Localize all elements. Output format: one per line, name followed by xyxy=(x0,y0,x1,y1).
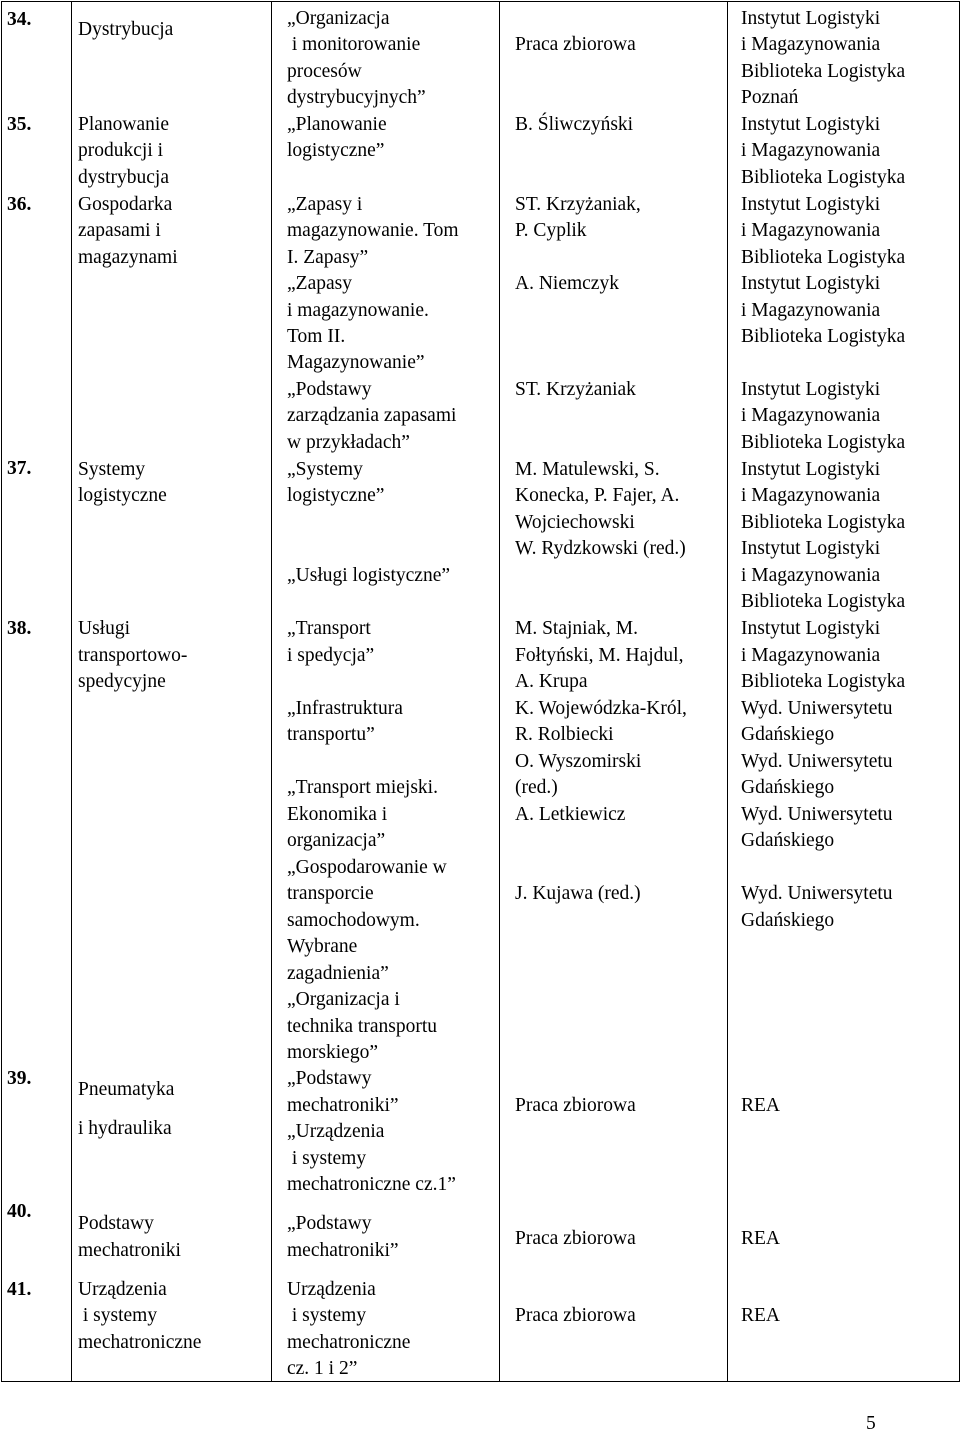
subject-line: i hydraulika xyxy=(78,1118,172,1139)
publisher-line: Instytut Logistyki xyxy=(741,379,881,400)
subject-line: Gospodarka xyxy=(78,194,173,215)
publisher-line: Wyd. Uniwersytetu xyxy=(741,883,893,904)
subject-column xyxy=(72,2,272,1382)
author-line: A. Niemczyk xyxy=(515,273,619,294)
publisher-line: Instytut Logistyki xyxy=(741,8,881,29)
publisher-line: Wyd. Uniwersytetu xyxy=(741,698,893,719)
publisher-line: Wyd. Uniwersytetu xyxy=(741,804,893,825)
title-line: mechatroniki” xyxy=(287,1095,399,1116)
author-line: Praca zbiorowa xyxy=(515,1095,636,1116)
title-line: Urządzenia xyxy=(287,1279,376,1300)
subject-line: spedycyjne xyxy=(78,671,166,692)
publisher-line: Instytut Logistyki xyxy=(741,194,881,215)
author-line: K. Wojewódzka-Król, xyxy=(515,698,687,719)
subject-line: Usługi xyxy=(78,618,131,639)
author-column xyxy=(500,2,728,1382)
publisher-line: Wyd. Uniwersytetu xyxy=(741,751,893,772)
publisher-line: Instytut Logistyki xyxy=(741,538,881,559)
author-line: Wojciechowski xyxy=(515,512,635,533)
title-line: Ekonomika i xyxy=(287,804,388,825)
title-line: samochodowym. xyxy=(287,910,420,931)
subject-line: logistyczne xyxy=(78,485,167,506)
publisher-line: i Magazynowania xyxy=(741,300,881,321)
publisher-line: Instytut Logistyki xyxy=(741,114,881,135)
title-line: „Organizacja xyxy=(287,8,390,29)
title-line: i monitorowanie xyxy=(287,34,421,55)
title-line: „Systemy xyxy=(287,459,363,480)
subject-line: zapasami i xyxy=(78,220,161,241)
publisher-line: i Magazynowania xyxy=(741,565,881,586)
title-line: i spedycja” xyxy=(287,645,375,666)
publisher-line: Gdańskiego xyxy=(741,830,835,851)
publisher-line: Biblioteka Logistyka xyxy=(741,671,906,692)
title-line: logistyczne” xyxy=(287,140,385,161)
title-line: i magazynowanie. xyxy=(287,300,429,321)
title-line: Tom II. xyxy=(287,326,346,347)
title-line: mechatroniczne cz.1” xyxy=(287,1174,456,1195)
author-line: ST. Krzyżaniak xyxy=(515,379,636,400)
title-line: w przykładach” xyxy=(287,432,410,453)
subject-line: dystrybucja xyxy=(78,167,169,188)
title-line: transportu” xyxy=(287,724,375,745)
subject-line: magazynami xyxy=(78,247,178,268)
title-line: „Podstawy xyxy=(287,1068,372,1089)
publisher-line: Biblioteka Logistyka xyxy=(741,512,906,533)
subject-line: Podstawy xyxy=(78,1213,154,1234)
publisher-line: Poznań xyxy=(741,87,799,108)
row-number: 40. xyxy=(7,1201,32,1222)
publisher-line: Biblioteka Logistyka xyxy=(741,167,906,188)
publisher-line: i Magazynowania xyxy=(741,645,881,666)
title-line: „Podstawy xyxy=(287,379,372,400)
number-column xyxy=(2,2,72,1382)
publisher-line: REA xyxy=(741,1228,780,1249)
publisher-line: Instytut Logistyki xyxy=(741,618,881,639)
title-line: morskiego” xyxy=(287,1042,378,1063)
publisher-line: i Magazynowania xyxy=(741,34,881,55)
publisher-line: Gdańskiego xyxy=(741,910,835,931)
title-line: magazynowanie. Tom xyxy=(287,220,459,241)
row-number: 36. xyxy=(7,194,32,215)
title-line: technika transportu xyxy=(287,1016,437,1037)
row-number: 41. xyxy=(7,1279,32,1300)
title-line: zarządzania zapasami xyxy=(287,405,457,426)
title-line: i systemy xyxy=(287,1305,367,1326)
publisher-line: i Magazynowania xyxy=(741,485,881,506)
subject-line: Pneumatyka xyxy=(78,1079,175,1100)
publisher-line: Biblioteka Logistyka xyxy=(741,326,906,347)
title-line: „Infrastruktura xyxy=(287,698,403,719)
title-line: cz. 1 i 2” xyxy=(287,1358,358,1379)
title-line: mechatroniki” xyxy=(287,1240,399,1261)
title-line: I. Zapasy” xyxy=(287,247,369,268)
title-line: organizacja” xyxy=(287,830,386,851)
author-line: A. Letkiewicz xyxy=(515,804,626,825)
publisher-line: Instytut Logistyki xyxy=(741,459,881,480)
title-line: „Organizacja i xyxy=(287,989,400,1010)
publisher-line: Biblioteka Logistyka xyxy=(741,591,906,612)
subject-line: Dystrybucja xyxy=(78,19,174,40)
author-line: Praca zbiorowa xyxy=(515,34,636,55)
subject-line: mechatroniki xyxy=(78,1240,181,1261)
author-line: Fołtyński, M. Hajdul, xyxy=(515,645,684,666)
author-line: M. Stajniak, M. xyxy=(515,618,638,639)
author-line: ST. Krzyżaniak, xyxy=(515,194,641,215)
title-column xyxy=(272,2,500,1382)
title-line: i systemy xyxy=(287,1148,367,1169)
author-line: A. Krupa xyxy=(515,671,588,692)
publisher-line: Biblioteka Logistyka xyxy=(741,432,906,453)
row-number: 37. xyxy=(7,458,32,479)
title-line: zagadnienia” xyxy=(287,963,389,984)
row-number: 38. xyxy=(7,618,32,639)
book-list-table xyxy=(1,1,960,1382)
publisher-line: Gdańskiego xyxy=(741,724,835,745)
publisher-line: REA xyxy=(741,1095,780,1116)
author-line: W. Rydzkowski (red.) xyxy=(515,538,686,559)
subject-line: Systemy xyxy=(78,459,146,480)
page-number: 5 xyxy=(866,1413,876,1434)
title-line: dystrybucyjnych” xyxy=(287,87,426,108)
publisher-line: Biblioteka Logistyka xyxy=(741,61,906,82)
title-line: Wybrane xyxy=(287,936,358,957)
publisher-line: Instytut Logistyki xyxy=(741,273,881,294)
author-line: (red.) xyxy=(515,777,558,798)
row-number: 39. xyxy=(7,1068,32,1089)
author-line: M. Matulewski, S. xyxy=(515,459,660,480)
author-line: P. Cyplik xyxy=(515,220,587,241)
publisher-line: i Magazynowania xyxy=(741,405,881,426)
subject-line: produkcji i xyxy=(78,140,164,161)
author-line: O. Wyszomirski xyxy=(515,751,642,772)
subject-line: transportowo- xyxy=(78,645,188,666)
subject-line: i systemy xyxy=(78,1305,158,1326)
subject-line: Urządzenia xyxy=(78,1279,167,1300)
publisher-line: i Magazynowania xyxy=(741,220,881,241)
author-line: Konecka, P. Fajer, A. xyxy=(515,485,680,506)
title-line: „Transport miejski. xyxy=(287,777,438,798)
author-line: Praca zbiorowa xyxy=(515,1305,636,1326)
publisher-line: REA xyxy=(741,1305,780,1326)
row-number: 35. xyxy=(7,114,32,135)
author-line: R. Rolbiecki xyxy=(515,724,614,745)
title-line: „Urządzenia xyxy=(287,1121,385,1142)
publisher-line: Gdańskiego xyxy=(741,777,835,798)
title-line: „Transport xyxy=(287,618,371,639)
author-line: Praca zbiorowa xyxy=(515,1228,636,1249)
title-line: transporcie xyxy=(287,883,374,904)
row-number: 34. xyxy=(7,9,32,30)
title-line: „Usługi logistyczne” xyxy=(287,565,450,586)
author-line: J. Kujawa (red.) xyxy=(515,883,641,904)
title-line: „Podstawy xyxy=(287,1213,372,1234)
title-line: mechatroniczne xyxy=(287,1332,411,1353)
title-line: „Zapasy xyxy=(287,273,352,294)
title-line: „Gospodarowanie w xyxy=(287,857,447,878)
title-line: procesów xyxy=(287,61,362,82)
publisher-line: Biblioteka Logistyka xyxy=(741,247,906,268)
title-line: logistyczne” xyxy=(287,485,385,506)
subject-line: Planowanie xyxy=(78,114,169,135)
subject-line: mechatroniczne xyxy=(78,1332,202,1353)
publisher-column xyxy=(728,2,960,1382)
title-line: Magazynowanie” xyxy=(287,352,425,373)
publisher-line: i Magazynowania xyxy=(741,140,881,161)
title-line: „Zapasy i xyxy=(287,194,363,215)
title-line: „Planowanie xyxy=(287,114,387,135)
author-line: B. Śliwczyński xyxy=(515,114,634,135)
